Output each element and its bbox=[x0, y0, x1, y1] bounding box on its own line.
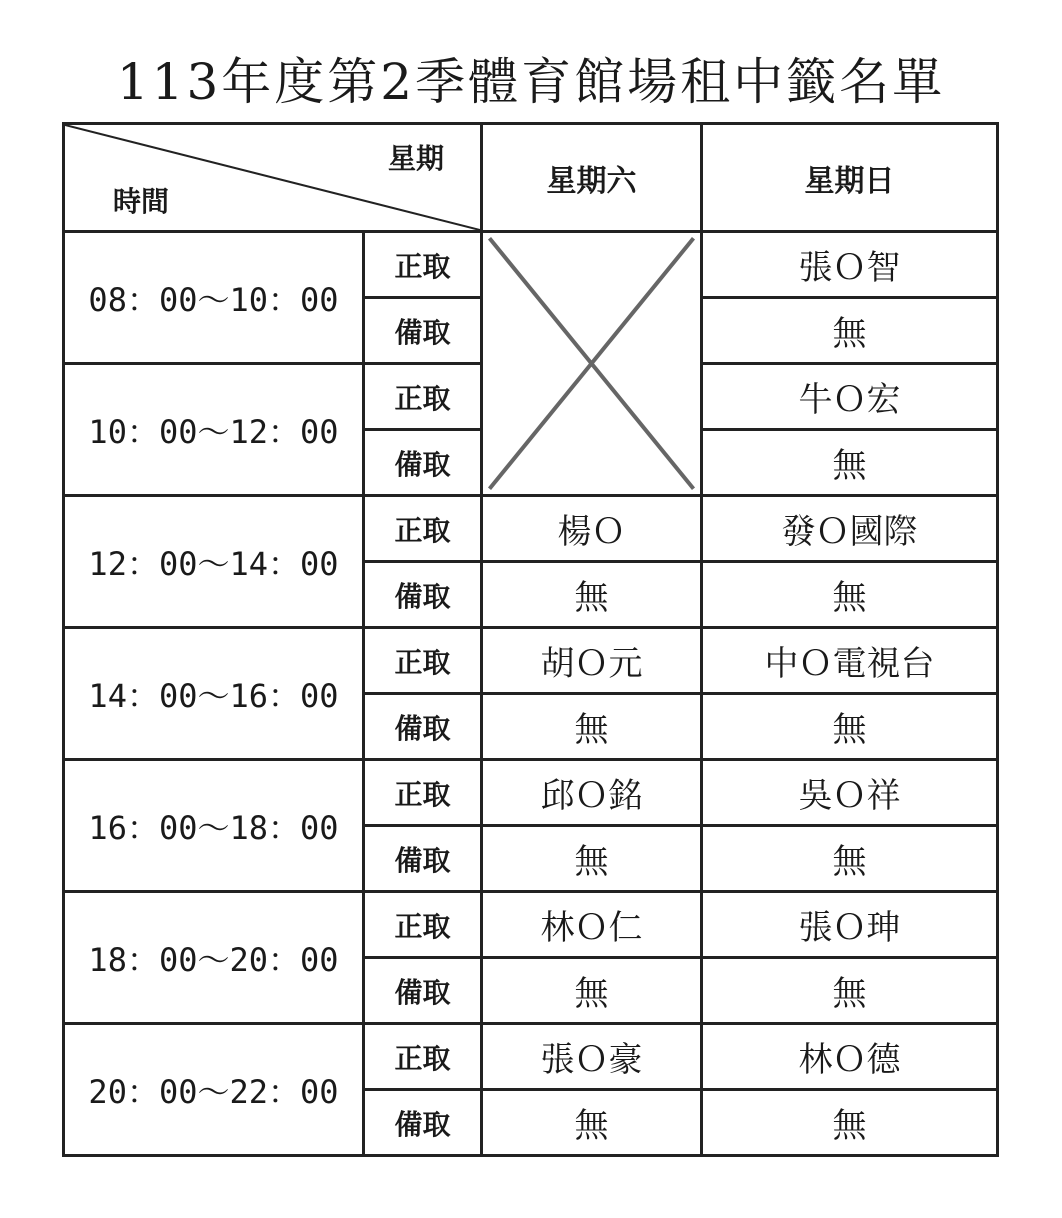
backup-selection-label: 備取 bbox=[364, 298, 482, 364]
sunday-backup-name: 無 bbox=[702, 958, 998, 1024]
table-row bbox=[64, 628, 998, 694]
time-slot-cell: 14：00～16：00 bbox=[64, 628, 364, 760]
sunday-main-name: 牛Ｏ宏 bbox=[702, 364, 998, 430]
main-selection-label: 正取 bbox=[364, 760, 482, 826]
main-selection-label: 正取 bbox=[364, 892, 482, 958]
sunday-backup-name: 無 bbox=[702, 1090, 998, 1156]
sunday-main-name: 張Ｏ智 bbox=[702, 232, 998, 298]
column-header-sunday: 星期日 bbox=[702, 124, 998, 232]
main-selection-label: 正取 bbox=[364, 1024, 482, 1090]
header-weekday-label: 星期 bbox=[387, 142, 444, 175]
saturday-backup-name: 無 bbox=[482, 958, 702, 1024]
backup-selection-label: 備取 bbox=[364, 958, 482, 1024]
time-slot-cell: 12：00～14：00 bbox=[64, 496, 364, 628]
header-row bbox=[64, 124, 998, 232]
document-title: 113年度第2季體育館場租中籤名單 bbox=[116, 53, 946, 111]
backup-selection-label: 備取 bbox=[364, 430, 482, 496]
time-slot-cell: 08：00～10：00 bbox=[64, 232, 364, 364]
time-slot-cell: 16：00～18：00 bbox=[64, 760, 364, 892]
saturday-main-name: 胡Ｏ元 bbox=[482, 628, 702, 694]
header-corner-cell bbox=[64, 124, 482, 232]
backup-selection-label: 備取 bbox=[364, 826, 482, 892]
saturday-main-name: 林Ｏ仁 bbox=[482, 892, 702, 958]
backup-selection-label: 備取 bbox=[364, 1090, 482, 1156]
table-row bbox=[64, 892, 998, 958]
main-selection-label: 正取 bbox=[364, 364, 482, 430]
main-selection-label: 正取 bbox=[364, 232, 482, 298]
saturday-main-name: 楊Ｏ bbox=[482, 496, 702, 562]
saturday-backup-name: 無 bbox=[482, 826, 702, 892]
table-row bbox=[64, 1024, 998, 1090]
sunday-main-name: 張Ｏ珅 bbox=[702, 892, 998, 958]
unavailable-cross-mark bbox=[483, 233, 700, 494]
main-selection-label: 正取 bbox=[364, 496, 482, 562]
sunday-backup-name: 無 bbox=[702, 430, 998, 496]
saturday-main-name: 邱Ｏ銘 bbox=[482, 760, 702, 826]
schedule-table bbox=[62, 122, 999, 1157]
backup-selection-label: 備取 bbox=[364, 694, 482, 760]
time-slot-cell: 18：00～20：00 bbox=[64, 892, 364, 1024]
saturday-unavailable-cell bbox=[482, 232, 702, 496]
sunday-backup-name: 無 bbox=[702, 298, 998, 364]
saturday-backup-name: 無 bbox=[482, 694, 702, 760]
sunday-backup-name: 無 bbox=[702, 694, 998, 760]
saturday-main-name: 張Ｏ豪 bbox=[482, 1024, 702, 1090]
table-row bbox=[64, 496, 998, 562]
sunday-backup-name: 無 bbox=[702, 826, 998, 892]
column-header-saturday: 星期六 bbox=[482, 124, 702, 232]
saturday-backup-name: 無 bbox=[482, 1090, 702, 1156]
time-slot-cell: 10：00～12：00 bbox=[64, 364, 364, 496]
backup-selection-label: 備取 bbox=[364, 562, 482, 628]
sunday-main-name: 林Ｏ德 bbox=[702, 1024, 998, 1090]
table-row bbox=[64, 760, 998, 826]
sunday-backup-name: 無 bbox=[702, 562, 998, 628]
saturday-backup-name: 無 bbox=[482, 562, 702, 628]
table-row bbox=[64, 232, 998, 298]
time-slot-cell: 20：00～22：00 bbox=[64, 1024, 364, 1156]
header-time-label: 時間 bbox=[113, 185, 170, 218]
sunday-main-name: 中Ｏ電視台 bbox=[702, 628, 998, 694]
sunday-main-name: 吳Ｏ祥 bbox=[702, 760, 998, 826]
sunday-main-name: 發Ｏ國際 bbox=[702, 496, 998, 562]
main-selection-label: 正取 bbox=[364, 628, 482, 694]
